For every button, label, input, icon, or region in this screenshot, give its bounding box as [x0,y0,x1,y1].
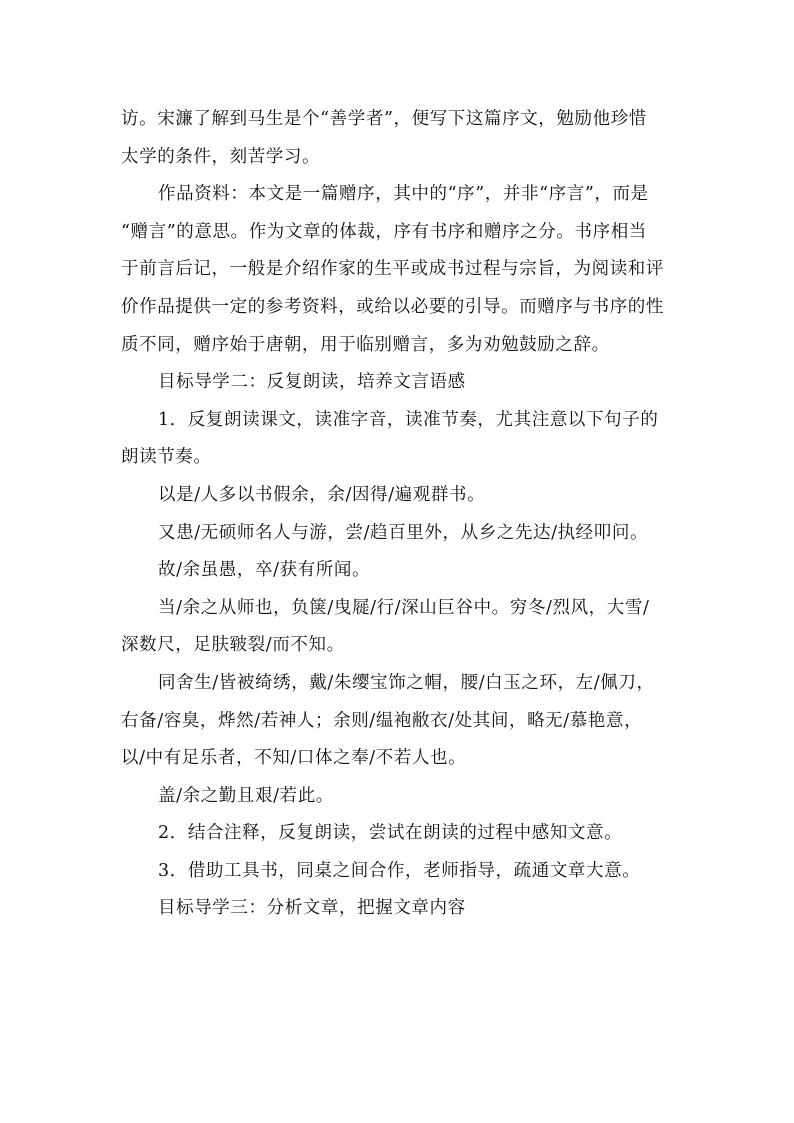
text-line: 太学的条件，刻苦学习。 [121,146,321,167]
text-line: 以是/人多以书假余，余/因得/遍观群书。 [158,484,486,505]
text-line: 访。宋濂了解到马生是个“善学者”，便写下这篇序文，勉励他珍惜 [121,109,647,129]
section-heading: 目标导学二：反复朗读，培养文言语感 [158,372,466,393]
text-line: 同舍生/皆被绮绣，戴/朱缨宝饰之帽，腰/白玉之环，左/佩刀， [158,672,655,693]
text-line: 2．结合注释，反复朗读，尝试在朗读的过程中感知文意。 [158,823,623,844]
text-line: 作品资料：本文是一篇赠序，其中的“序”，并非“序言”，而是 [158,184,649,205]
document-body [121,101,681,928]
text-line: 朗读节奏。 [121,447,212,468]
text-line: 以/中有足乐者，不知/口体之奉/不若人也。 [121,748,467,769]
text-line: 质不同，赠序始于唐朝，用于临别赠言，多为劝勉鼓励之辞。 [121,334,610,355]
text-line: 于前言后记，一般是介绍作家的生平或成书过程与宗旨，为阅读和评 [121,259,664,280]
text-line: 盖/余之勤且艰/若此。 [158,785,334,806]
text-line: 故/余虽愚，卒/获有所闻。 [158,560,371,581]
text-line: 右备/容臭，烨然/若神人；余则/缊袍敝衣/处其间，略无/慕艳意， [121,710,643,731]
text-line: 1．反复朗读课文，读准字音，读准节奏，尤其注意以下句子的 [158,409,659,430]
text-line: 价作品提供一定的参考资料，或给以必要的引导。而赠序与书序的性 [121,296,664,317]
section-heading: 目标导学三：分析文章，把握文章内容 [158,898,466,919]
text-line: 3．借助工具书，同桌之间合作，老师指导，疏通文章大意。 [158,860,641,881]
text-line: 深数尺，足肤皲裂/而不知。 [121,635,345,656]
text-line: 又患/无硕师名人与游，尝/趋百里外，从乡之先达/执经叩问。 [158,522,649,543]
text-line: “赠言”的意思。作为文章的体裁，序有书序和赠序之分。书序相当 [121,221,647,242]
text-line: 当/余之从师也，负箧/曳屣/行/深山巨谷中。穷冬/烈风，大雪/ [158,597,650,618]
